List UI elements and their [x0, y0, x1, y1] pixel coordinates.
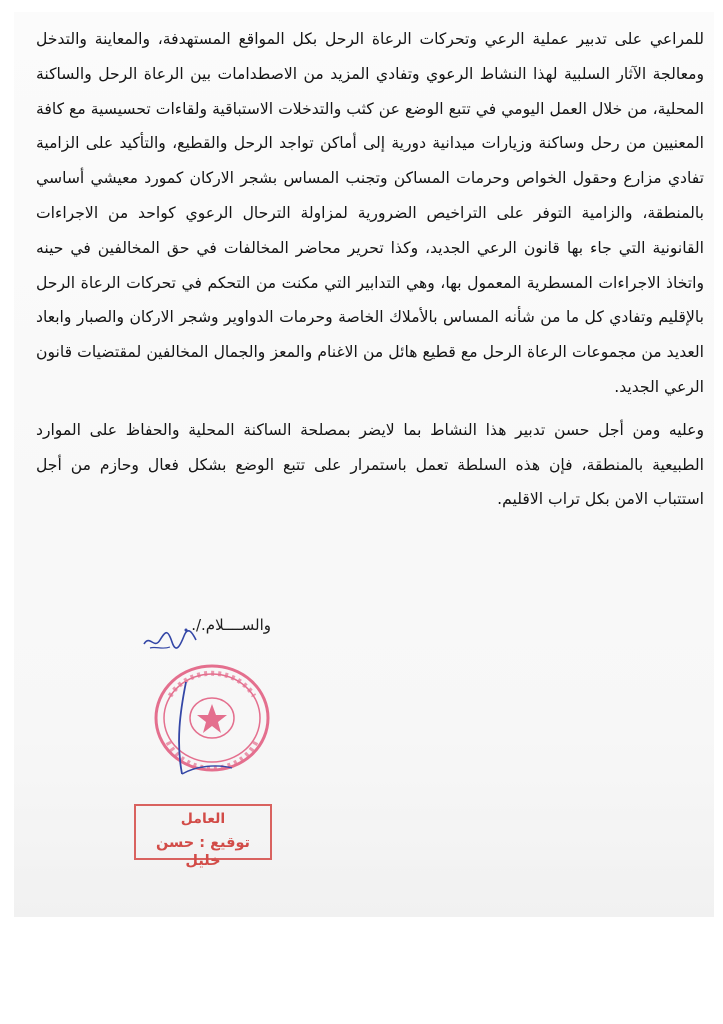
- paragraph-1: للمراعي على تدبير عملية الرعي وتحركات الرعاة الرحل بكل المواقع المستهدفة، والمعاينة والتدخل ومعالجة الآثار السلبية لهذا النشاط الرعوي وتفادي المزيد من الاصطدامات بين الرعاة الرحل والساكنة المحلية، من خلال العمل اليومي في تتبع الوضع عن كثب والتدخلات الاستباقية ولقاءات تحسيسية مع كافة المعنيين من رحل وساكنة وزيارات ميدانية دورية إلى أماكن تواجد الرحل والقطيع، والتأكيد على الزامية تفادي مزارع وحقول الخواص وحرمات المساكن وتجنب المساس بشجر الاركان كمورد معيشي أساسي بالمنطقة، والزامية التوفر على التراخيص الضرورية لمزاولة الترحال الرعوي كواحد من الاجراءات القانونية التي جاء بها قانون الرعي الجديد، وكذا تحرير محاضر المخالفات في حق المخالفين في حينه واتخاذ الاجراءات المسطرية المعمول بها، وهي التدابير التي مكنت من التحكم في تحركات الرعاة الرحل بالإقليم وتفادي كل ما من شأنه المساس بالأملاك الخاصة وحرمات الدواوير وشجر الاركان والصبار وابعاد العديد من مجموعات الرعاة الرحل مع قطيع هائل من الاغنام والمعز والجمال المخالفين لمقتضيات قانون الرعي الجديد.: [36, 30, 704, 396]
- letter-body: [36, 22, 704, 517]
- official-seal-icon: [146, 662, 274, 782]
- stamp-title: العامل: [180, 811, 226, 827]
- signature-scribble-icon: [140, 620, 200, 656]
- paragraph-2: وعليه ومن أجل حسن تدبير هذا النشاط بما لايضر بمصلحة الساكنة المحلية والحفاظ على الموارد الطبيعية بالمنطقة، فإن هذه السلطة تعمل باستمرار على تتبع الوضع بشكل فعال وحازم من أجل استتباب الامن بكل تراب الاقليم.: [36, 420, 704, 509]
- stamp-signature-line: توقيع : حسن خليل: [155, 835, 250, 869]
- governor-stamp: [134, 804, 272, 869]
- closing-salutation: والســــلام./.: [191, 616, 271, 634]
